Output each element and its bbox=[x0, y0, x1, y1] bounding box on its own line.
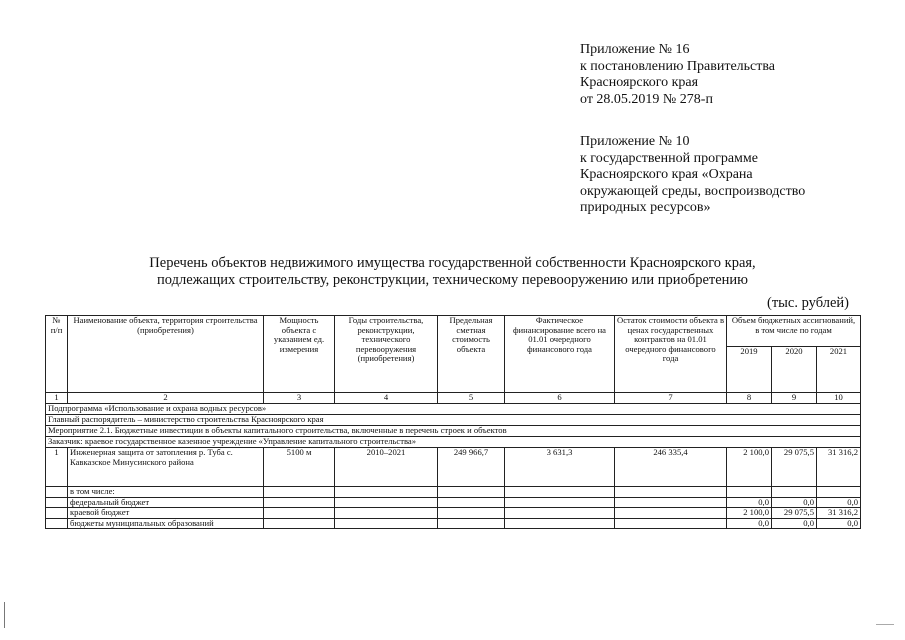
municipal-2019: 0,0 bbox=[727, 518, 772, 529]
object-remaining-cost: 246 335,4 bbox=[615, 448, 727, 487]
municipal-2020: 0,0 bbox=[772, 518, 817, 529]
header-year-2019: 2019 bbox=[727, 347, 772, 393]
table-row bbox=[46, 508, 861, 519]
including-label: в том числе: bbox=[68, 487, 264, 498]
column-number: 6 bbox=[505, 393, 615, 404]
object-2021: 31 316,2 bbox=[817, 448, 861, 487]
scan-corner-mark bbox=[876, 624, 894, 625]
appendix-16-date: от 28.05.2019 № 278-п bbox=[580, 91, 713, 107]
appendix-10-block bbox=[580, 134, 805, 217]
header-name: Наименование объекта, территория строительства (приобретения) bbox=[68, 316, 264, 393]
federal-budget-label: федеральный бюджет bbox=[68, 497, 264, 508]
appendix-10-line: Красноярского края «Охрана bbox=[580, 167, 753, 182]
appendix-16-line: Красноярского края bbox=[580, 75, 699, 90]
federal-2020: 0,0 bbox=[772, 497, 817, 508]
units-label: (тыс. рублей) bbox=[767, 295, 849, 311]
header-no: № п/п bbox=[46, 316, 68, 393]
header-year-2020: 2020 bbox=[772, 347, 817, 393]
manager-row: Главный распорядитель – министерство строительства Красноярского края bbox=[46, 415, 861, 426]
header-actual-financing: Фактическое финансирование всего на 01.01 очередного финансового года bbox=[505, 316, 615, 393]
regional-2019: 2 100,0 bbox=[727, 508, 772, 519]
scan-margin-line bbox=[4, 602, 5, 628]
header-year-2021: 2021 bbox=[817, 347, 861, 393]
subprogram-row: Подпрограмма «Использование и охрана водных ресурсов» bbox=[46, 404, 861, 415]
header-capacity: Мощность объекта с указанием ед. измерения bbox=[264, 316, 335, 393]
header-budget: Объем бюджетных ассигнований, в том числе по годам bbox=[727, 316, 861, 347]
header-cost: Предельная сметная стоимость объекта bbox=[438, 316, 505, 393]
appendix-10-line: окружающей среды, воспроизводство bbox=[580, 183, 806, 199]
document-title bbox=[0, 255, 905, 289]
object-cost: 249 966,7 bbox=[438, 448, 505, 487]
municipal-budget-label: бюджеты муниципальных образований bbox=[68, 518, 264, 529]
object-name: Инженерная защита от затопления р. Туба с. Кавказское Минусинского района bbox=[68, 448, 264, 487]
column-number: 3 bbox=[264, 393, 335, 404]
column-number: 9 bbox=[772, 393, 817, 404]
object-capacity: 5100 м bbox=[264, 448, 335, 487]
objects-table bbox=[45, 315, 861, 529]
measure-row: Мероприятие 2.1. Бюджетные инвестиции в объекты капитального строительства, включенные в перечень строек и объектов bbox=[46, 426, 861, 437]
table-row bbox=[46, 448, 861, 487]
column-number: 7 bbox=[615, 393, 727, 404]
federal-2021: 0,0 bbox=[817, 497, 861, 508]
header-years: Годы строительства, реконструкции, технического перевооружения (приобретения) bbox=[335, 316, 438, 393]
table-row bbox=[46, 487, 861, 498]
federal-2019: 0,0 bbox=[727, 497, 772, 508]
appendix-16-line: к постановлению Правительства bbox=[580, 58, 776, 74]
municipal-2021: 0,0 bbox=[817, 518, 861, 529]
table-row bbox=[46, 518, 861, 529]
appendix-10-title: Приложение № 10 bbox=[580, 134, 690, 149]
object-2020: 29 075,5 bbox=[772, 448, 817, 487]
appendix-10-line: к государственной программе bbox=[580, 150, 758, 166]
column-number: 8 bbox=[727, 393, 772, 404]
column-number: 1 bbox=[46, 393, 68, 404]
column-number: 10 bbox=[817, 393, 861, 404]
regional-2021: 31 316,2 bbox=[817, 508, 861, 519]
column-number: 4 bbox=[335, 393, 438, 404]
regional-2020: 29 075,5 bbox=[772, 508, 817, 519]
customer-row: Заказчик: краевое государственное казенное учреждение «Управление капитального строительства» bbox=[46, 437, 861, 448]
document-title-line: Перечень объектов недвижимого имущества государственной собственности Красноярского края, bbox=[149, 255, 756, 271]
object-years: 2010–2021 bbox=[335, 448, 438, 487]
object-actual-financing: 3 631,3 bbox=[505, 448, 615, 487]
appendix-10-line: природных ресурсов» bbox=[580, 200, 711, 215]
column-number: 5 bbox=[438, 393, 505, 404]
header-remaining-cost: Остаток стоимости объекта в ценах государственных контрактов на 01.01 очередного финансового года bbox=[615, 316, 727, 393]
object-2019: 2 100,0 bbox=[727, 448, 772, 487]
object-no: 1 bbox=[46, 448, 68, 487]
document-title-line: подлежащих строительству, реконструкции, техническому перевооружению или приобретению bbox=[156, 272, 749, 288]
column-number: 2 bbox=[68, 393, 264, 404]
regional-budget-label: краевой бюджет bbox=[68, 508, 264, 519]
table-row bbox=[46, 497, 861, 508]
appendix-16-title: Приложение № 16 bbox=[580, 42, 690, 57]
appendix-16-block bbox=[580, 42, 775, 108]
